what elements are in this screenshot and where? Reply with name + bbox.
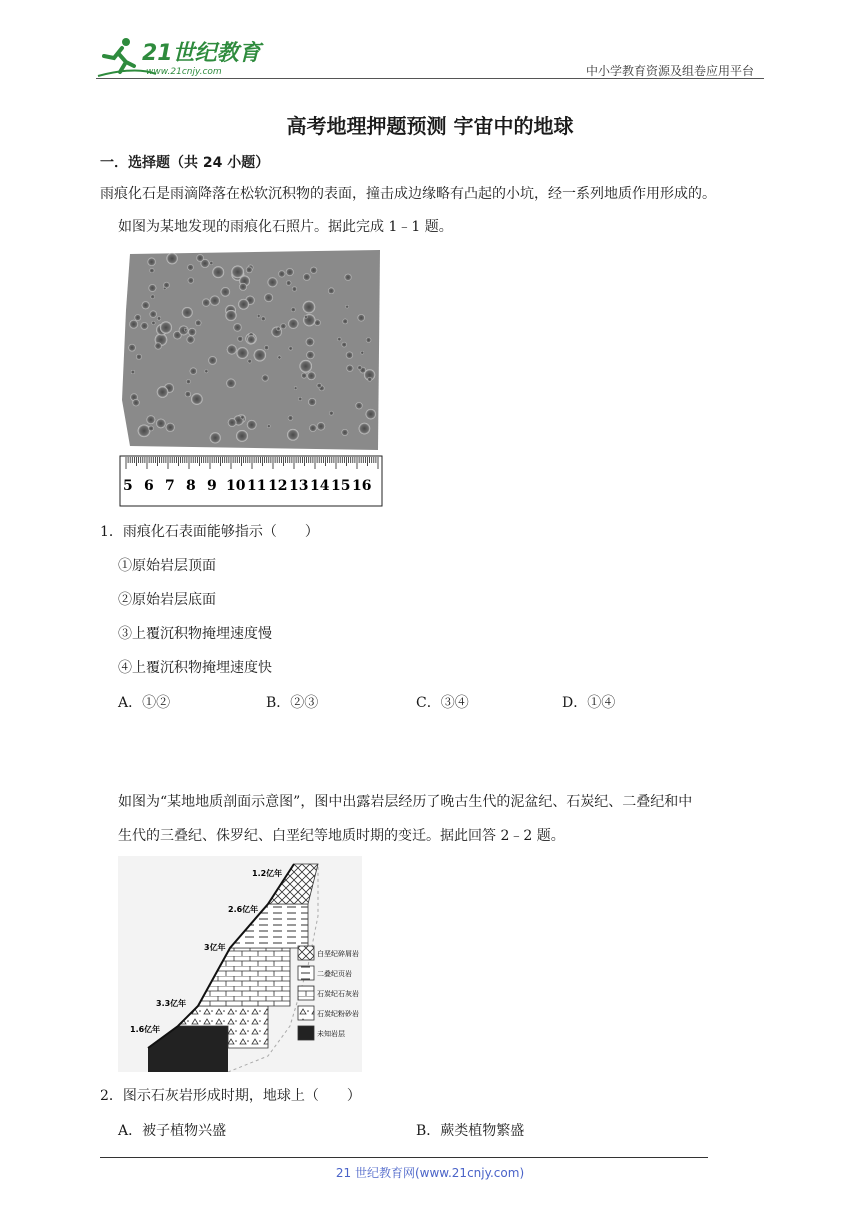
rain-pit <box>221 287 231 297</box>
rain-pit <box>129 320 138 329</box>
ruler-label: 9 <box>207 478 217 494</box>
ruler-label: 14 <box>310 478 330 494</box>
rain-pit <box>136 354 142 360</box>
rain-pit <box>196 254 204 262</box>
rain-pit <box>317 383 322 388</box>
rain-pit <box>163 282 169 288</box>
rain-pit <box>280 323 286 329</box>
ruler-label: 6 <box>144 478 154 494</box>
rain-pit <box>191 393 203 405</box>
rain-pit <box>286 280 291 285</box>
rain-pit <box>226 379 235 388</box>
rain-pit <box>261 317 266 322</box>
age-label-4: 3.3亿年 <box>156 999 187 1008</box>
q1-choice-c[interactable]: C．③④ <box>416 695 469 711</box>
rain-pit <box>247 420 257 430</box>
q1-choice-a[interactable]: A．①② <box>118 695 171 711</box>
rain-pit <box>227 345 237 355</box>
age-label-1: 1.2亿年 <box>252 869 283 878</box>
legend-label-1: 白垩纪碎屑岩 <box>317 950 359 958</box>
logo-url: www.21cnjy.com <box>146 67 222 77</box>
q1-choice-d[interactable]: D．①④ <box>562 695 616 711</box>
rain-pit <box>247 335 255 343</box>
rain-pit <box>134 314 141 321</box>
rain-pit <box>225 310 236 321</box>
rain-pit <box>367 377 372 382</box>
legend-swatch-1 <box>298 946 314 960</box>
rain-pit <box>188 328 196 336</box>
rain-pit <box>342 319 347 324</box>
rain-pit <box>361 351 364 354</box>
legend-swatch-2 <box>298 966 314 980</box>
rain-pit <box>149 268 154 273</box>
ruler-label: 15 <box>331 478 351 494</box>
rain-pit <box>187 336 195 344</box>
rain-pit <box>291 307 296 312</box>
rain-pit <box>212 266 224 278</box>
ruler-label: 7 <box>165 478 175 494</box>
rain-pit <box>148 284 156 292</box>
rain-pit <box>257 314 260 317</box>
rain-pit <box>147 258 155 266</box>
rain-pit <box>264 345 269 350</box>
rain-pit <box>346 365 353 372</box>
passage1-line1: 雨痕化石是雨滴降落在松软沉积物的表面，撞击成边缘略有凸起的小坑，经一系列地质作用形成的。 <box>100 186 716 202</box>
q1-item-1: ①原始岩层顶面 <box>118 558 216 574</box>
rain-fossil-photo <box>118 250 386 508</box>
age-label-2: 2.6亿年 <box>228 905 259 914</box>
ruler-label: 5 <box>123 478 133 494</box>
rain-pit <box>182 307 193 318</box>
rain-pit <box>317 422 325 430</box>
rain-pit <box>337 337 341 341</box>
rain-pit <box>329 411 333 415</box>
rain-pit <box>166 253 177 264</box>
legend-swatch-4 <box>298 1006 314 1020</box>
rain-pit <box>146 415 155 424</box>
logo-text: 21世纪教育 <box>142 41 261 66</box>
rain-pit <box>254 349 266 361</box>
rain-pit <box>152 321 156 325</box>
ruler-label: 10 <box>226 478 246 494</box>
rain-pit <box>292 287 297 292</box>
rain-pit <box>150 311 157 318</box>
rain-pit <box>195 320 201 326</box>
rain-pit <box>264 293 273 302</box>
rain-pit <box>202 299 210 307</box>
rain-pit <box>248 359 252 363</box>
rain-pit <box>132 399 139 406</box>
rain-pit <box>267 425 270 428</box>
rain-pit <box>157 386 169 398</box>
rain-pit <box>131 370 135 374</box>
rain-pit <box>262 375 269 382</box>
rain-pit <box>299 360 312 373</box>
ruler-label: 12 <box>268 478 288 494</box>
rain-pit <box>150 295 154 299</box>
legend-label-2: 二叠纪页岩 <box>317 970 352 978</box>
rain-pit <box>307 372 316 381</box>
rain-pit <box>298 397 302 401</box>
passage2-line1: 如图为“某地地质剖面示意图”，图中出露岩层经历了晚古生代的泥盆纪、石炭纪、二叠纪和中 <box>118 794 693 810</box>
rain-pit <box>341 429 348 436</box>
rain-pit <box>208 356 217 365</box>
q2-stem: 2．图示石灰岩形成时期，地球上（ ） <box>100 1088 361 1104</box>
ruler-label: 8 <box>186 478 196 494</box>
age-label-5: 1.6亿年 <box>130 1025 161 1034</box>
rain-pit <box>188 277 194 283</box>
rain-pit <box>278 270 285 277</box>
site-logo <box>96 36 266 80</box>
header-platform-text: 中小学教育资源及组卷应用平台 <box>585 64 754 78</box>
rain-pit <box>166 423 175 432</box>
legend-swatch-3 <box>298 986 314 1000</box>
rain-pit <box>301 373 307 379</box>
section-heading: 一．选择题（共 24 小题） <box>100 155 270 171</box>
rain-pit <box>210 261 214 265</box>
rain-pit <box>246 267 253 274</box>
legend-label-5: 未知岩层 <box>317 1030 345 1038</box>
rain-pit <box>365 409 376 420</box>
q1-choice-b[interactable]: B．②③ <box>266 695 319 711</box>
rain-pit <box>231 266 244 279</box>
geologic-section-diagram <box>118 856 362 1072</box>
rain-pit <box>286 268 294 276</box>
rain-pit <box>287 429 299 441</box>
rain-pit <box>355 402 362 409</box>
rain-pit <box>148 426 153 431</box>
rain-pit <box>278 356 282 360</box>
q1-item-2: ②原始岩层底面 <box>118 592 216 608</box>
rain-pit <box>141 322 149 330</box>
rain-pit <box>210 432 221 443</box>
ruler-label: 13 <box>289 478 309 494</box>
rain-pit <box>366 337 371 342</box>
rain-pit <box>308 398 316 406</box>
rain-pit <box>304 315 307 318</box>
rain-pit <box>345 305 348 308</box>
rain-pit <box>288 415 293 420</box>
rain-pit <box>205 369 209 373</box>
footer-link[interactable]: 21 世纪教育网(www.21cnjy.com) <box>335 1166 525 1180</box>
rain-pit <box>358 365 362 369</box>
rain-pit <box>228 418 237 427</box>
rain-pit <box>237 336 243 342</box>
rain-pit <box>267 277 277 287</box>
rain-pit <box>310 267 317 274</box>
rain-pit <box>157 316 161 320</box>
rain-pit <box>186 379 191 384</box>
rain-pit <box>190 368 197 375</box>
rain-pit <box>306 338 315 347</box>
rain-pit <box>303 301 316 314</box>
rain-pit <box>289 346 293 350</box>
rain-pit <box>155 342 162 349</box>
header-divider <box>96 78 764 79</box>
footer-divider <box>100 1157 708 1158</box>
rain-pit <box>309 424 316 431</box>
q2-choice-b[interactable]: B．蕨类植物繁盛 <box>416 1123 525 1139</box>
page-title: 高考地理押题预测 宇宙中的地球 <box>286 114 574 138</box>
rain-pit <box>210 295 220 305</box>
rain-pit <box>236 430 248 442</box>
rain-pit <box>342 342 347 347</box>
rain-pit <box>306 351 314 359</box>
rain-pit <box>328 288 334 294</box>
legend-label-3: 石炭纪石灰岩 <box>317 990 359 998</box>
ruler-label: 16 <box>352 478 372 494</box>
rain-pit <box>138 424 151 437</box>
q1-item-3: ③上覆沉积物掩埋速度慢 <box>118 626 272 642</box>
rain-pit <box>142 301 150 309</box>
rain-pit <box>233 323 241 331</box>
rain-pit <box>239 283 247 291</box>
rain-pit <box>294 387 297 390</box>
rain-pit <box>187 264 194 271</box>
q1-stem: 1．雨痕化石表面能够指示（ ） <box>100 524 319 540</box>
rain-pit <box>359 423 371 435</box>
legend-swatch-5 <box>298 1026 314 1040</box>
rain-pit <box>358 314 365 321</box>
passage1-line2: 如图为某地发现的雨痕化石照片。据此完成 1﹣1 题。 <box>118 219 453 235</box>
rain-pit <box>184 328 187 331</box>
rain-pit <box>156 419 166 429</box>
passage2-line2: 生代的三叠纪、侏罗纪、白垩纪等地质时期的变迁。据此回答 2﹣2 题。 <box>118 828 565 844</box>
rain-pit <box>236 347 248 359</box>
rain-pit <box>288 319 298 329</box>
age-label-3: 3亿年 <box>204 943 226 952</box>
rain-pit <box>303 273 311 281</box>
q2-choice-a[interactable]: A．被子植物兴盛 <box>118 1123 227 1139</box>
ruler-label: 11 <box>247 478 267 494</box>
rain-pit <box>128 344 136 352</box>
rain-pit <box>346 352 353 359</box>
rain-pit <box>238 299 249 310</box>
rain-pit <box>240 415 244 419</box>
rain-pit <box>160 321 172 333</box>
rain-pit <box>277 327 281 331</box>
rain-pit <box>185 391 191 397</box>
q1-item-4: ④上覆沉积物掩埋速度快 <box>118 660 272 676</box>
rain-pit <box>345 274 352 281</box>
legend-label-4: 石炭纪粉砂岩 <box>317 1010 359 1018</box>
